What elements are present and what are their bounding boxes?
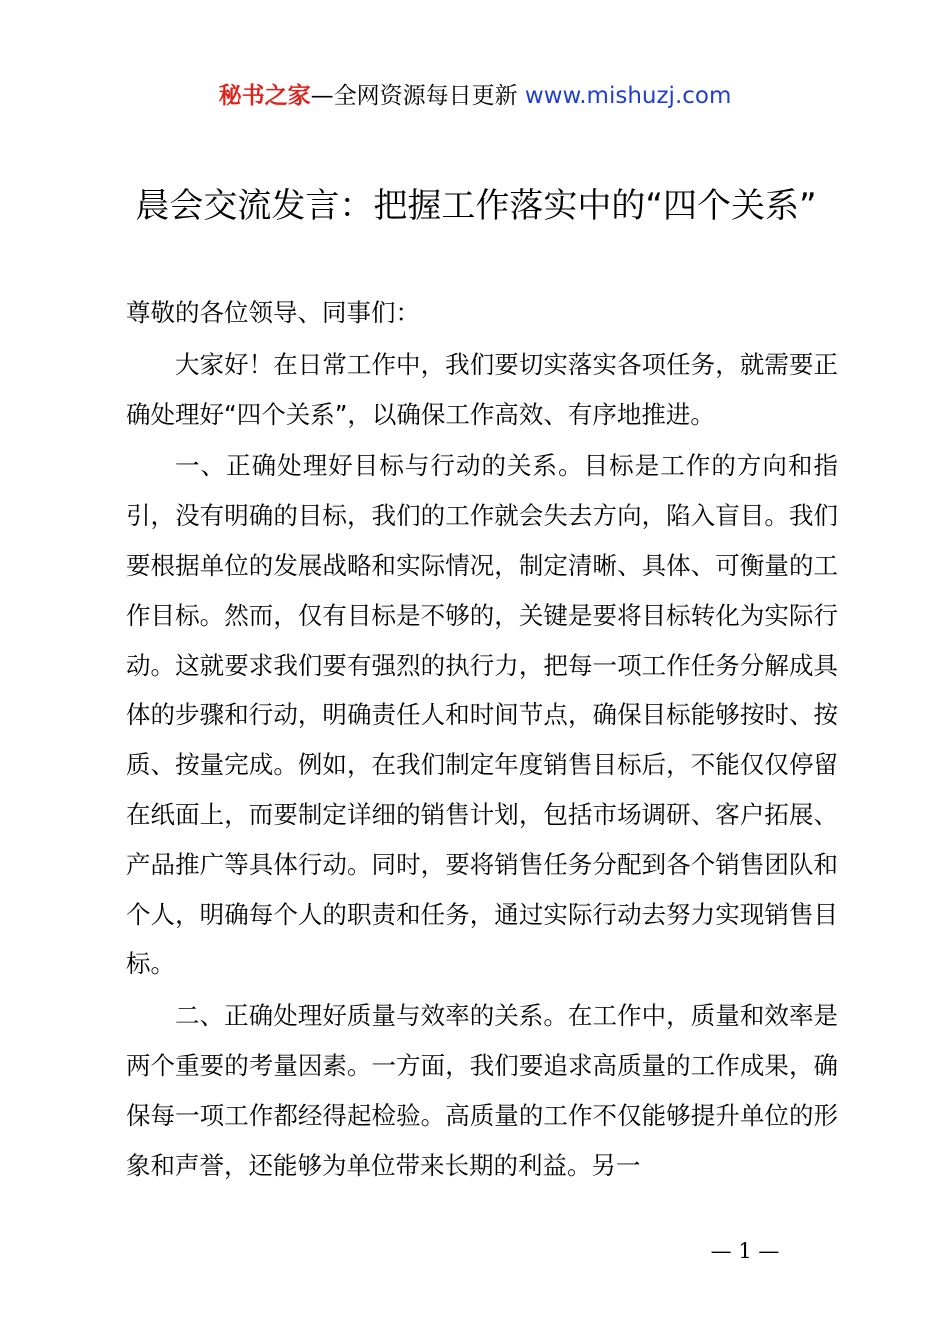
site-brand: 秘书之家 — [218, 83, 311, 109]
page-number: — 1 — — [710, 1239, 780, 1263]
paragraph-section-1: 一、正确处理好目标与行动的关系。目标是工作的方向和指引，没有明确的目标，我们的工作就会失去方向，陷入盲目。我们要根据单位的发展战略和实际情况，制定清晰、具体、可衡量的工作目标。然而，仅有目标是不够的，关键是要将目标转化为实际行动。这就要求我们要有强烈的执行力，把每一项工作任务分解成具体的步骤和行动，明确责任人和时间节点，确保目标能够按时、按质、按量完成。例如，在我们制定年度销售目标后，不能仅仅停留在纸面上，而要制定详细的销售计划，包括市场调研、客户拓展、产品推广等具体行动。同时，要将销售任务分配到各个销售团队和个人，明确每个人的职责和任务，通过实际行动去努力实现销售目标。 — [126, 451, 838, 979]
site-header — [0, 80, 950, 112]
site-tagline: —全网资源每日更新 — [310, 83, 525, 109]
greeting: 尊敬的各位领导、同事们： — [126, 298, 420, 327]
paragraph-intro: 大家好！在日常工作中，我们要切实落实各项任务，就需要正确处理好“四个关系”，以确保工作高效、有序地推进。 — [126, 349, 838, 429]
document-title: 晨会交流发言：把握工作落实中的“四个关系” — [135, 186, 817, 226]
document-body — [126, 288, 838, 1190]
site-url-link[interactable]: www.mishuzj.com — [524, 83, 732, 109]
paragraph-section-2: 二、正确处理好质量与效率的关系。在工作中，质量和效率是两个重要的考量因素。一方面，我们要追求高质量的工作成果，确保每一项工作都经得起检验。高质量的工作不仅能够提升单位的形象和声誉，还能够为单位带来长期的利益。另一 — [126, 1001, 838, 1180]
